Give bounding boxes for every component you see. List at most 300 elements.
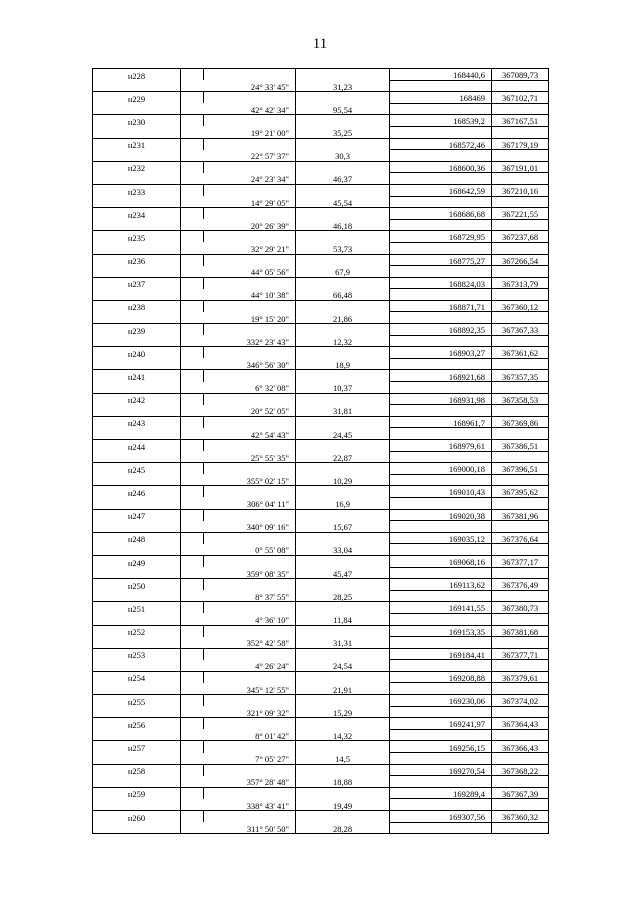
coord-y-empty bbox=[492, 173, 549, 185]
coord-x-empty bbox=[390, 312, 492, 324]
direction-angle: 22° 57' 37" bbox=[181, 150, 296, 162]
segment-row bbox=[93, 590, 549, 602]
segment-row bbox=[93, 451, 549, 463]
spacer-cell bbox=[296, 277, 390, 289]
spacer-cell bbox=[296, 300, 390, 312]
coord-x-empty bbox=[390, 126, 492, 138]
spacer-cell bbox=[296, 416, 390, 428]
coord-x-empty bbox=[390, 567, 492, 579]
point-name: н240 bbox=[93, 347, 181, 359]
coord-y: 367089,73 bbox=[492, 69, 549, 81]
coord-x: 169035,12 bbox=[390, 532, 492, 544]
distance-cell-empty bbox=[204, 695, 296, 707]
direction-angle: 20° 26' 39" bbox=[181, 219, 296, 231]
angle-cell-empty bbox=[181, 69, 204, 81]
segment-spacer bbox=[93, 521, 181, 533]
coord-y: 367376,49 bbox=[492, 579, 549, 591]
angle-cell-empty bbox=[181, 393, 204, 405]
point-name: н231 bbox=[93, 138, 181, 150]
segment-length: 31,23 bbox=[296, 80, 390, 92]
segment-length: 28,25 bbox=[296, 590, 390, 602]
segment-row bbox=[93, 637, 549, 649]
point-name: н229 bbox=[93, 92, 181, 104]
spacer-cell bbox=[296, 370, 390, 382]
segment-row bbox=[93, 173, 549, 185]
coord-x: 168871,71 bbox=[390, 300, 492, 312]
point-row bbox=[93, 138, 549, 150]
angle-cell-empty bbox=[181, 787, 204, 799]
coord-x-empty bbox=[390, 660, 492, 672]
coord-y: 367357,35 bbox=[492, 370, 549, 382]
coord-y-empty bbox=[492, 521, 549, 533]
distance-cell-empty bbox=[204, 509, 296, 521]
segment-spacer bbox=[93, 150, 181, 162]
coord-y: 367364,43 bbox=[492, 718, 549, 730]
coord-y-empty bbox=[492, 706, 549, 718]
spacer-cell bbox=[296, 555, 390, 567]
point-row bbox=[93, 509, 549, 521]
coord-x-empty bbox=[390, 335, 492, 347]
angle-cell-empty bbox=[181, 115, 204, 127]
point-name: н245 bbox=[93, 463, 181, 475]
coord-x-empty bbox=[390, 474, 492, 486]
distance-cell-empty bbox=[204, 208, 296, 220]
point-row bbox=[93, 695, 549, 707]
angle-cell-empty bbox=[181, 92, 204, 104]
coord-y-empty bbox=[492, 753, 549, 765]
distance-cell-empty bbox=[204, 440, 296, 452]
coord-y-empty bbox=[492, 242, 549, 254]
coord-x: 168931,98 bbox=[390, 393, 492, 405]
segment-row bbox=[93, 335, 549, 347]
point-name: н250 bbox=[93, 579, 181, 591]
coord-y: 367366,43 bbox=[492, 741, 549, 753]
coord-y: 367376,64 bbox=[492, 532, 549, 544]
point-row bbox=[93, 718, 549, 730]
point-name: н258 bbox=[93, 764, 181, 776]
coord-x: 168775,27 bbox=[390, 254, 492, 266]
point-name: н259 bbox=[93, 787, 181, 799]
coord-x-empty bbox=[390, 358, 492, 370]
point-row bbox=[93, 92, 549, 104]
point-name: н260 bbox=[93, 811, 181, 823]
coord-x-empty bbox=[390, 242, 492, 254]
segment-length: 53,73 bbox=[296, 242, 390, 254]
coord-x: 168686,68 bbox=[390, 208, 492, 220]
angle-cell-empty bbox=[181, 440, 204, 452]
direction-angle: 14° 29' 05" bbox=[181, 196, 296, 208]
coord-x-empty bbox=[390, 822, 492, 834]
point-name: н232 bbox=[93, 161, 181, 173]
segment-spacer bbox=[93, 219, 181, 231]
angle-cell-empty bbox=[181, 300, 204, 312]
page-number: 11 bbox=[312, 36, 328, 52]
angle-cell-empty bbox=[181, 370, 204, 382]
coord-x: 169256,15 bbox=[390, 741, 492, 753]
distance-cell-empty bbox=[204, 532, 296, 544]
coord-x-empty bbox=[390, 590, 492, 602]
direction-angle: 352° 42' 58" bbox=[181, 637, 296, 649]
segment-spacer bbox=[93, 799, 181, 811]
segment-row bbox=[93, 822, 549, 834]
segment-row bbox=[93, 382, 549, 394]
angle-cell-empty bbox=[181, 764, 204, 776]
point-row bbox=[93, 370, 549, 382]
segment-spacer bbox=[93, 776, 181, 788]
point-name: н251 bbox=[93, 602, 181, 614]
spacer-cell bbox=[296, 625, 390, 637]
coord-x: 168600,36 bbox=[390, 161, 492, 173]
coord-x: 169184,41 bbox=[390, 648, 492, 660]
coord-y-empty bbox=[492, 266, 549, 278]
coord-y: 367367,33 bbox=[492, 324, 549, 336]
coord-y-empty bbox=[492, 729, 549, 741]
segment-spacer bbox=[93, 80, 181, 92]
angle-cell-empty bbox=[181, 208, 204, 220]
segment-spacer bbox=[93, 103, 181, 115]
spacer-cell bbox=[296, 92, 390, 104]
spacer-cell bbox=[296, 811, 390, 823]
segment-row bbox=[93, 126, 549, 138]
spacer-cell bbox=[296, 486, 390, 498]
point-row bbox=[93, 764, 549, 776]
distance-cell-empty bbox=[204, 486, 296, 498]
spacer-cell bbox=[296, 671, 390, 683]
direction-angle: 25° 55' 35" bbox=[181, 451, 296, 463]
spacer-cell bbox=[296, 184, 390, 196]
coord-x-empty bbox=[390, 706, 492, 718]
spacer-cell bbox=[296, 393, 390, 405]
coord-x-empty bbox=[390, 196, 492, 208]
distance-cell-empty bbox=[204, 138, 296, 150]
direction-angle: 7° 05' 27" bbox=[181, 753, 296, 765]
segment-spacer bbox=[93, 289, 181, 301]
coord-y: 367221,55 bbox=[492, 208, 549, 220]
direction-angle: 0° 55' 08" bbox=[181, 544, 296, 556]
segment-length: 35,25 bbox=[296, 126, 390, 138]
point-row bbox=[93, 463, 549, 475]
segment-row bbox=[93, 289, 549, 301]
segment-row bbox=[93, 219, 549, 231]
coord-x: 168921,68 bbox=[390, 370, 492, 382]
distance-cell-empty bbox=[204, 625, 296, 637]
point-name: н252 bbox=[93, 625, 181, 637]
distance-cell-empty bbox=[204, 393, 296, 405]
coord-y-empty bbox=[492, 544, 549, 556]
coord-y-empty bbox=[492, 822, 549, 834]
point-row bbox=[93, 671, 549, 683]
direction-angle: 311° 50' 50" bbox=[181, 822, 296, 834]
coord-y-empty bbox=[492, 80, 549, 92]
coord-y: 367377,71 bbox=[492, 648, 549, 660]
segment-spacer bbox=[93, 382, 181, 394]
segment-length: 28,28 bbox=[296, 822, 390, 834]
segment-length: 16,9 bbox=[296, 497, 390, 509]
spacer-cell bbox=[296, 463, 390, 475]
coord-x-empty bbox=[390, 80, 492, 92]
spacer-cell bbox=[296, 161, 390, 173]
segment-length: 15,29 bbox=[296, 706, 390, 718]
distance-cell-empty bbox=[204, 370, 296, 382]
coord-x: 168642,59 bbox=[390, 184, 492, 196]
coord-y-empty bbox=[492, 289, 549, 301]
coord-x: 168824,03 bbox=[390, 277, 492, 289]
segment-row bbox=[93, 613, 549, 625]
segment-length: 45,54 bbox=[296, 196, 390, 208]
distance-cell-empty bbox=[204, 347, 296, 359]
point-name: н238 bbox=[93, 300, 181, 312]
segment-spacer bbox=[93, 544, 181, 556]
point-row bbox=[93, 811, 549, 823]
spacer-cell bbox=[296, 648, 390, 660]
segment-length: 24,54 bbox=[296, 660, 390, 672]
coord-x-empty bbox=[390, 521, 492, 533]
coord-y: 367191,01 bbox=[492, 161, 549, 173]
segment-spacer bbox=[93, 474, 181, 486]
point-name: н230 bbox=[93, 115, 181, 127]
point-row bbox=[93, 161, 549, 173]
coord-y-empty bbox=[492, 474, 549, 486]
point-row bbox=[93, 648, 549, 660]
segment-spacer bbox=[93, 637, 181, 649]
point-row bbox=[93, 231, 549, 243]
angle-cell-empty bbox=[181, 254, 204, 266]
coord-x-empty bbox=[390, 613, 492, 625]
segment-row bbox=[93, 150, 549, 162]
direction-angle: 346° 56' 30" bbox=[181, 358, 296, 370]
point-row bbox=[93, 787, 549, 799]
spacer-cell bbox=[296, 741, 390, 753]
coord-y: 367379,61 bbox=[492, 671, 549, 683]
distance-cell-empty bbox=[204, 648, 296, 660]
coord-x: 168961,7 bbox=[390, 416, 492, 428]
distance-cell-empty bbox=[204, 671, 296, 683]
distance-cell-empty bbox=[204, 324, 296, 336]
coord-x-empty bbox=[390, 405, 492, 417]
coord-x-empty bbox=[390, 428, 492, 440]
segment-spacer bbox=[93, 683, 181, 695]
direction-angle: 42° 42' 34" bbox=[181, 103, 296, 115]
angle-cell-empty bbox=[181, 138, 204, 150]
direction-angle: 24° 33' 45" bbox=[181, 80, 296, 92]
point-row bbox=[93, 300, 549, 312]
angle-cell-empty bbox=[181, 184, 204, 196]
spacer-cell bbox=[296, 231, 390, 243]
point-name: н244 bbox=[93, 440, 181, 452]
spacer-cell bbox=[296, 718, 390, 730]
coord-x: 169000,18 bbox=[390, 463, 492, 475]
coord-x: 169270,54 bbox=[390, 764, 492, 776]
segment-spacer bbox=[93, 196, 181, 208]
coord-y: 367395,62 bbox=[492, 486, 549, 498]
distance-cell-empty bbox=[204, 115, 296, 127]
coord-y: 367377,17 bbox=[492, 555, 549, 567]
point-name: н239 bbox=[93, 324, 181, 336]
point-name: н248 bbox=[93, 532, 181, 544]
coord-x: 168903,27 bbox=[390, 347, 492, 359]
segment-spacer bbox=[93, 126, 181, 138]
point-name: н228 bbox=[93, 69, 181, 81]
direction-angle: 6° 32' 08" bbox=[181, 382, 296, 394]
distance-cell-empty bbox=[204, 579, 296, 591]
coord-x-empty bbox=[390, 289, 492, 301]
point-row bbox=[93, 347, 549, 359]
coord-y-empty bbox=[492, 567, 549, 579]
segment-row bbox=[93, 544, 549, 556]
direction-angle: 345° 12' 55" bbox=[181, 683, 296, 695]
spacer-cell bbox=[296, 532, 390, 544]
coord-y-empty bbox=[492, 799, 549, 811]
segment-length: 21,86 bbox=[296, 312, 390, 324]
spacer-cell bbox=[296, 764, 390, 776]
coord-x-empty bbox=[390, 753, 492, 765]
coord-x-empty bbox=[390, 382, 492, 394]
spacer-cell bbox=[296, 138, 390, 150]
direction-angle: 19° 21' 00" bbox=[181, 126, 296, 138]
coord-y-empty bbox=[492, 196, 549, 208]
angle-cell-empty bbox=[181, 463, 204, 475]
angle-cell-empty bbox=[181, 486, 204, 498]
angle-cell-empty bbox=[181, 579, 204, 591]
coord-y: 367361,62 bbox=[492, 347, 549, 359]
spacer-cell bbox=[296, 440, 390, 452]
segment-length: 46,18 bbox=[296, 219, 390, 231]
point-name: н246 bbox=[93, 486, 181, 498]
coord-y: 367367,39 bbox=[492, 787, 549, 799]
coord-y-empty bbox=[492, 335, 549, 347]
segment-spacer bbox=[93, 428, 181, 440]
angle-cell-empty bbox=[181, 161, 204, 173]
coord-y-empty bbox=[492, 613, 549, 625]
segment-length: 67,9 bbox=[296, 266, 390, 278]
coord-x: 169010,43 bbox=[390, 486, 492, 498]
direction-angle: 4° 26' 24" bbox=[181, 660, 296, 672]
segment-length: 18,9 bbox=[296, 358, 390, 370]
coord-y: 367266,54 bbox=[492, 254, 549, 266]
point-name: н237 bbox=[93, 277, 181, 289]
distance-cell-empty bbox=[204, 231, 296, 243]
segment-spacer bbox=[93, 242, 181, 254]
angle-cell-empty bbox=[181, 671, 204, 683]
coord-y-empty bbox=[492, 405, 549, 417]
segment-length: 46,37 bbox=[296, 173, 390, 185]
segment-length: 31,31 bbox=[296, 637, 390, 649]
point-row bbox=[93, 532, 549, 544]
coord-y-empty bbox=[492, 683, 549, 695]
segment-spacer bbox=[93, 497, 181, 509]
coord-y: 367102,71 bbox=[492, 92, 549, 104]
segment-length: 10,37 bbox=[296, 382, 390, 394]
coord-y: 367167,51 bbox=[492, 115, 549, 127]
segment-row bbox=[93, 706, 549, 718]
coord-y: 367381,68 bbox=[492, 625, 549, 637]
coord-x: 168469 bbox=[390, 92, 492, 104]
coord-y: 367358,53 bbox=[492, 393, 549, 405]
point-row bbox=[93, 184, 549, 196]
segment-row bbox=[93, 799, 549, 811]
point-row bbox=[93, 486, 549, 498]
direction-angle: 359° 08' 35" bbox=[181, 567, 296, 579]
spacer-cell bbox=[296, 509, 390, 521]
segment-row bbox=[93, 753, 549, 765]
segment-spacer bbox=[93, 266, 181, 278]
angle-cell-empty bbox=[181, 416, 204, 428]
distance-cell-empty bbox=[204, 69, 296, 81]
coord-x: 169153,35 bbox=[390, 625, 492, 637]
spacer-cell bbox=[296, 254, 390, 266]
segment-spacer bbox=[93, 706, 181, 718]
direction-angle: 8° 01' 42" bbox=[181, 729, 296, 741]
direction-angle: 340° 09' 16" bbox=[181, 521, 296, 533]
segment-spacer bbox=[93, 358, 181, 370]
direction-angle: 20° 52' 05" bbox=[181, 405, 296, 417]
segment-spacer bbox=[93, 753, 181, 765]
angle-cell-empty bbox=[181, 741, 204, 753]
coord-x-empty bbox=[390, 544, 492, 556]
segment-length: 21,91 bbox=[296, 683, 390, 695]
angle-cell-empty bbox=[181, 555, 204, 567]
coord-x-empty bbox=[390, 150, 492, 162]
coord-y: 367237,68 bbox=[492, 231, 549, 243]
segment-row bbox=[93, 312, 549, 324]
spacer-cell bbox=[296, 695, 390, 707]
point-name: н254 bbox=[93, 671, 181, 683]
point-row bbox=[93, 625, 549, 637]
coord-y-empty bbox=[492, 428, 549, 440]
coord-y-empty bbox=[492, 590, 549, 602]
direction-angle: 24° 23' 34" bbox=[181, 173, 296, 185]
segment-length: 11,84 bbox=[296, 613, 390, 625]
coord-x-empty bbox=[390, 451, 492, 463]
spacer-cell bbox=[296, 115, 390, 127]
spacer-cell bbox=[296, 602, 390, 614]
coord-x: 169241,97 bbox=[390, 718, 492, 730]
angle-cell-empty bbox=[181, 602, 204, 614]
point-name: н255 bbox=[93, 695, 181, 707]
coord-x-empty bbox=[390, 683, 492, 695]
segment-length: 12,32 bbox=[296, 335, 390, 347]
coord-y-empty bbox=[492, 103, 549, 115]
angle-cell-empty bbox=[181, 277, 204, 289]
point-name: н249 bbox=[93, 555, 181, 567]
coord-y: 367368,22 bbox=[492, 764, 549, 776]
segment-length: 10,29 bbox=[296, 474, 390, 486]
coord-x: 168539,2 bbox=[390, 115, 492, 127]
coord-y-empty bbox=[492, 358, 549, 370]
coord-y-empty bbox=[492, 126, 549, 138]
distance-cell-empty bbox=[204, 416, 296, 428]
coord-x: 168729,95 bbox=[390, 231, 492, 243]
coord-x: 169289,4 bbox=[390, 787, 492, 799]
coord-y: 367360,32 bbox=[492, 811, 549, 823]
coord-x: 169141,55 bbox=[390, 602, 492, 614]
distance-cell-empty bbox=[204, 300, 296, 312]
point-row bbox=[93, 602, 549, 614]
point-name: н235 bbox=[93, 231, 181, 243]
coord-y-empty bbox=[492, 660, 549, 672]
segment-row bbox=[93, 103, 549, 115]
segment-length: 22,87 bbox=[296, 451, 390, 463]
distance-cell-empty bbox=[204, 741, 296, 753]
segment-spacer bbox=[93, 590, 181, 602]
coord-x: 169113,62 bbox=[390, 579, 492, 591]
point-name: н253 bbox=[93, 648, 181, 660]
point-row bbox=[93, 277, 549, 289]
coord-x-empty bbox=[390, 776, 492, 788]
coord-x: 169307,56 bbox=[390, 811, 492, 823]
segment-spacer bbox=[93, 312, 181, 324]
segment-row bbox=[93, 196, 549, 208]
